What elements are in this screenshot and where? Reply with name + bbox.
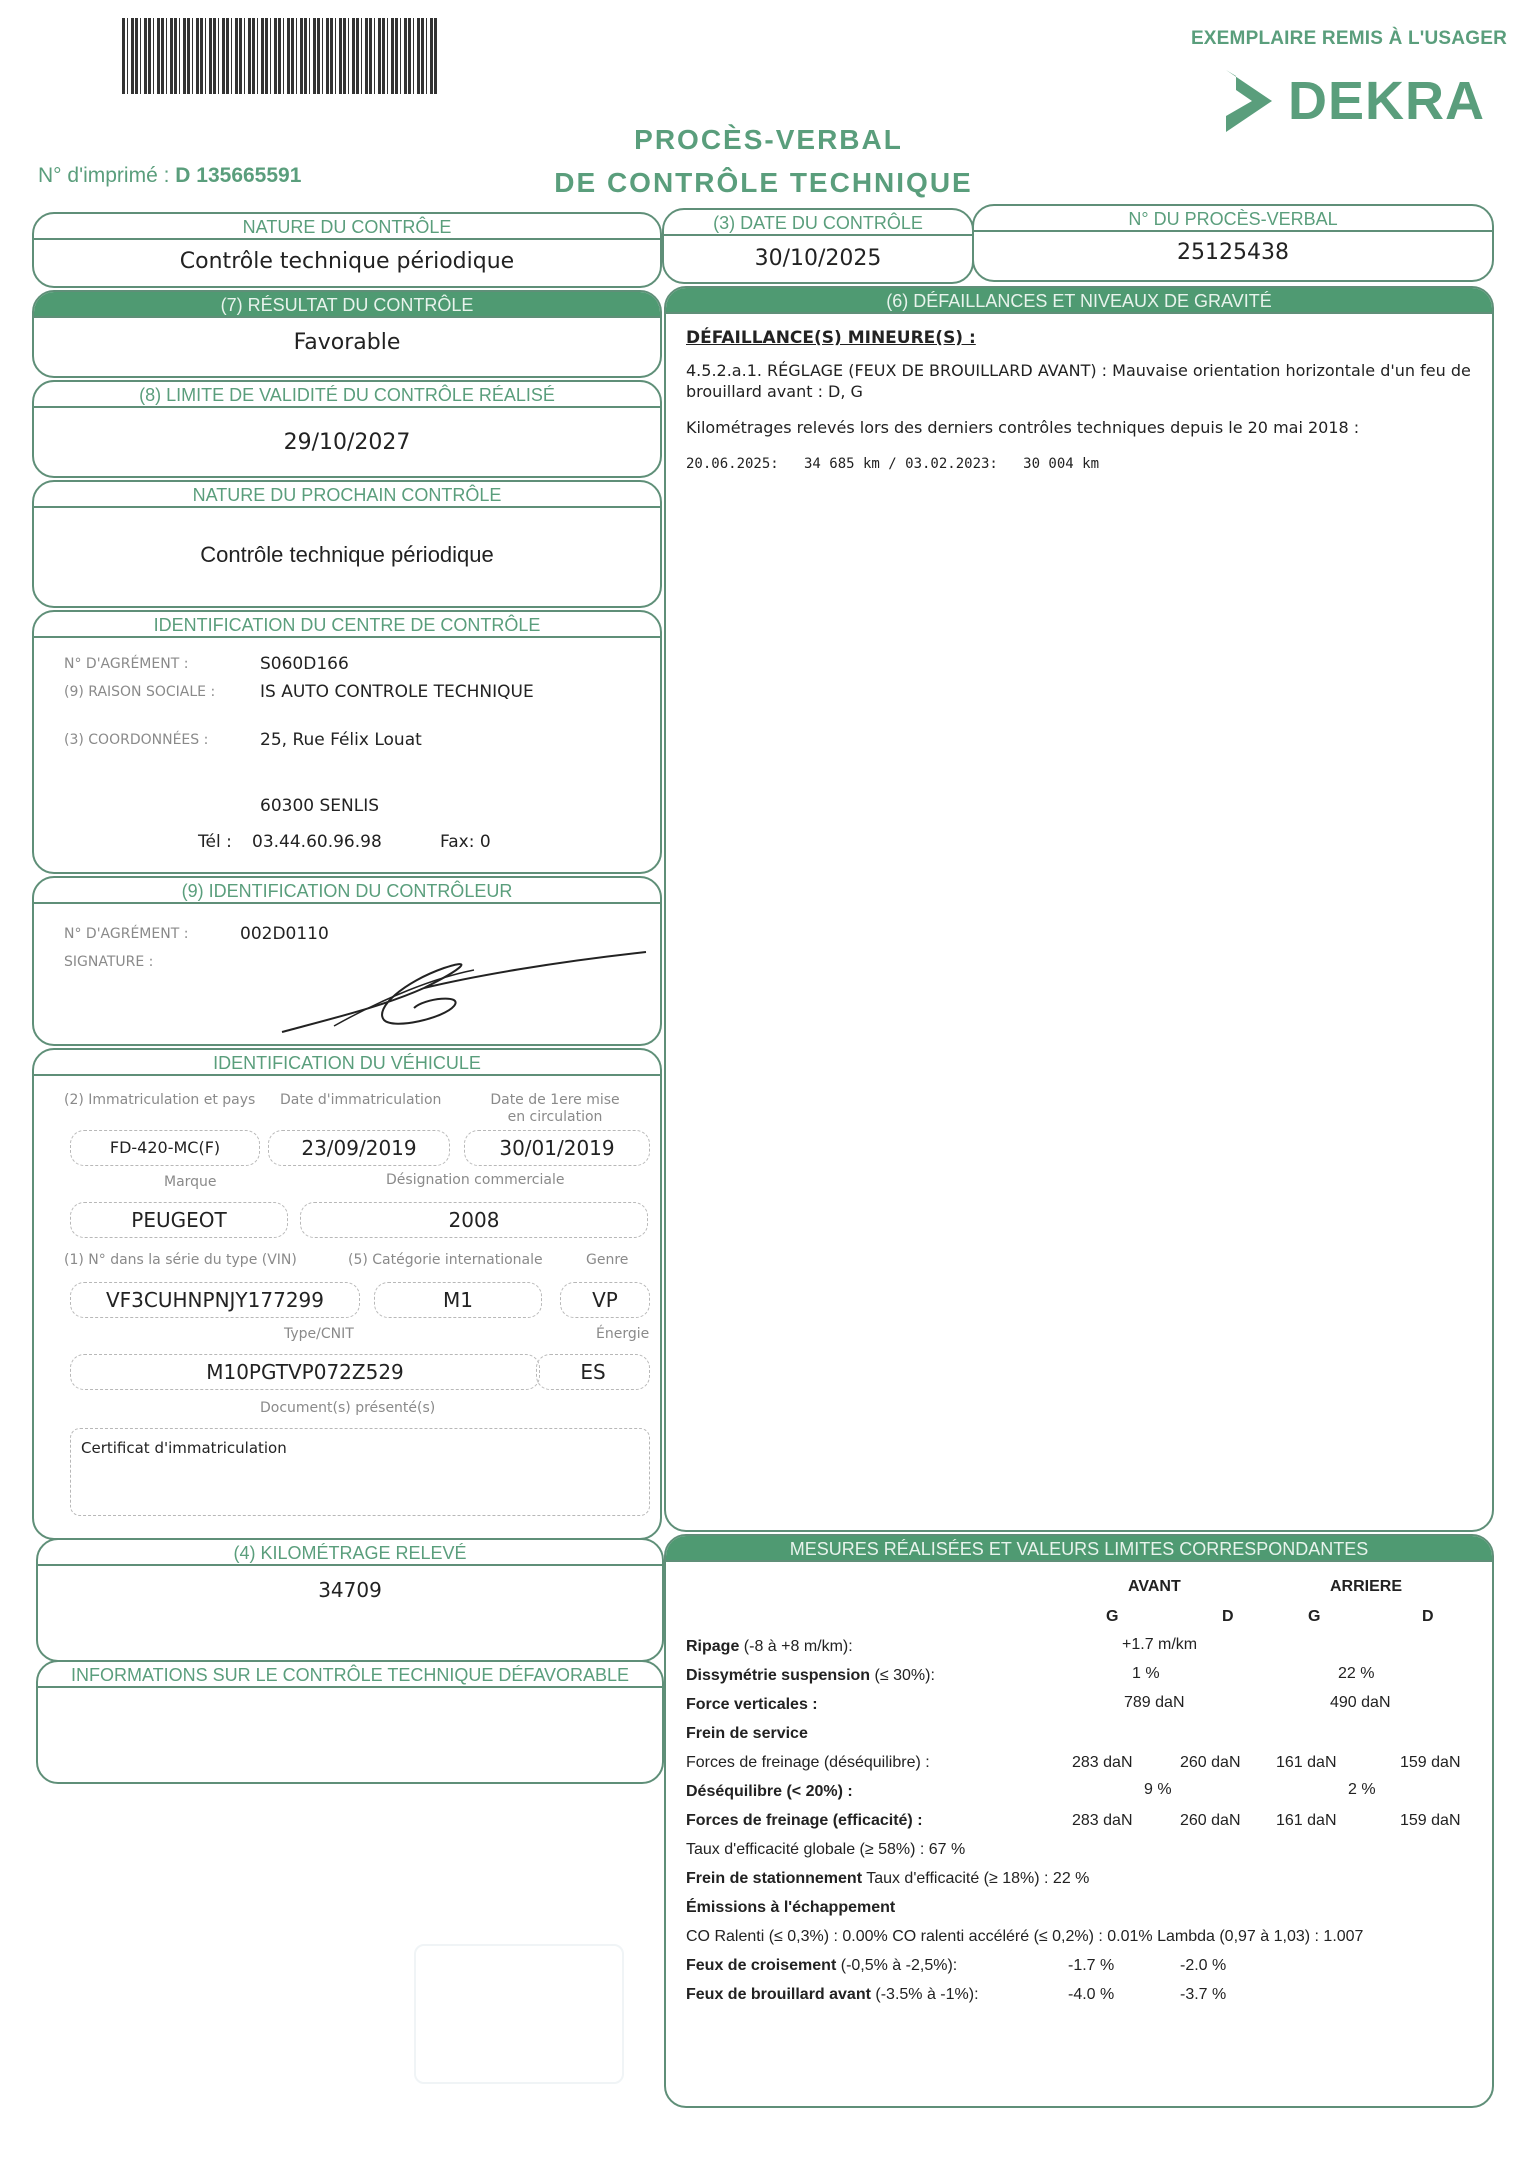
mesures-box: [664, 1534, 1494, 2108]
coordonnees-label: (3) COORDONNÉES :: [64, 732, 209, 748]
date-controle-box: [662, 208, 974, 284]
categorie-value: M1: [374, 1282, 542, 1318]
kilometrage-value: 34709: [318, 1578, 382, 1602]
kilometrage-label: (4) KILOMÉTRAGE RELEVÉ: [38, 1540, 662, 1566]
genre-label: Genre: [586, 1252, 629, 1268]
date-controle-label: (3) DATE DU CONTRÔLE: [664, 210, 972, 236]
resultat-value: Favorable: [293, 330, 401, 355]
prochain-controle-value: Contrôle technique périodique: [200, 542, 494, 567]
documents-value: Certificat d'immatriculation: [70, 1428, 650, 1516]
immat-value: FD-420-MC(F): [70, 1130, 260, 1166]
controleur-box: [32, 876, 662, 1046]
forces-deseq-avg: 283 daN: [1072, 1754, 1133, 1771]
num-pv-label: N° DU PROCÈS-VERBAL: [974, 206, 1492, 232]
avant-g: G: [1106, 1608, 1119, 1625]
vin-value: VF3CUHNPNJY177299: [70, 1282, 360, 1318]
imprime-number: [38, 164, 301, 188]
brouillard-d: -3.7 %: [1180, 1986, 1227, 2003]
arriere-d: D: [1422, 1608, 1434, 1625]
forces-eff-arg: 161 daN: [1276, 1812, 1337, 1829]
ripage-row: Ripage (-8 à +8 m/km):: [686, 1638, 853, 1655]
energie-value: ES: [536, 1354, 650, 1390]
controleur-label: (9) IDENTIFICATION DU CONTRÔLEUR: [34, 878, 660, 904]
stamp-area: [414, 1944, 624, 2084]
controleur-agrement-label: N° D'AGRÉMENT :: [64, 926, 189, 942]
croisement-row: Feux de croisement (-0,5% à -2,5%):: [686, 1957, 958, 1974]
date-circ-label: Date de 1ere mise en circulation: [490, 1092, 620, 1125]
forces-eff-ard: 159 daN: [1400, 1812, 1461, 1829]
limite-validite-value: 29/10/2027: [283, 430, 411, 455]
croisement-d: -2.0 %: [1180, 1957, 1227, 1974]
forces-deseq-label: Forces de freinage (déséquilibre) :: [686, 1754, 930, 1771]
dissym-arriere: 22 %: [1338, 1665, 1375, 1682]
frein-service: Frein de service: [686, 1725, 808, 1742]
defavorable-box: [36, 1660, 664, 1784]
force-vert-avant: 789 daN: [1124, 1694, 1185, 1711]
forces-deseq-avd: 260 daN: [1180, 1754, 1241, 1771]
genre-value: VP: [560, 1282, 650, 1318]
force-vert-row: Force verticales :: [686, 1696, 818, 1713]
tel-label: Tél :: [198, 832, 232, 852]
defavorable-label: INFORMATIONS SUR LE CONTRÔLE TECHNIQUE DÉFAVORABLE: [38, 1662, 662, 1688]
brand-name: DEKRA: [1288, 71, 1486, 131]
forces-eff-avd: 260 daN: [1180, 1812, 1241, 1829]
brouillard-row: Feux de brouillard avant (-3.5% à -1%):: [686, 1986, 979, 2003]
defaillances-box: [664, 286, 1494, 1532]
address-line1: 25, Rue Félix Louat: [260, 730, 422, 750]
limite-validite-box: [32, 380, 662, 478]
imprime-label: N° d'imprimé :: [38, 164, 170, 187]
dissym-row: Dissymétrie suspension (≤ 30%):: [686, 1667, 935, 1684]
km-intro: Kilométrages relevés lors des derniers contrôles techniques depuis le 20 mai 2018 :: [686, 418, 1360, 437]
prochain-controle-box: [32, 480, 662, 608]
resultat-box: [32, 290, 662, 378]
documents-label: Document(s) présenté(s): [260, 1400, 436, 1416]
arriere-g: G: [1308, 1608, 1321, 1625]
kilometrage-box: [36, 1538, 664, 1662]
nature-controle-box: [32, 212, 662, 288]
fax-value: Fax: 0: [440, 832, 491, 852]
type-label: Type/CNIT: [284, 1326, 354, 1342]
vin-label: (1) N° dans la série du type (VIN): [64, 1252, 297, 1268]
type-value: M10PGTVP072Z529: [70, 1354, 540, 1390]
num-pv-value: 25125438: [1177, 240, 1289, 265]
marque-label: Marque: [164, 1174, 217, 1190]
doc-title-line2: DE CONTRÔLE TECHNIQUE: [554, 167, 973, 198]
tel-value: 03.44.60.96.98: [252, 832, 382, 852]
controleur-agrement-value: 002D0110: [240, 924, 329, 944]
centre-agrement-label: N° D'AGRÉMENT :: [64, 656, 189, 672]
force-vert-arriere: 490 daN: [1330, 1694, 1391, 1711]
centre-label: IDENTIFICATION DU CENTRE DE CONTRÔLE: [34, 612, 660, 638]
defaillances-heading: DÉFAILLANCE(S) MINEURE(S) :: [686, 328, 976, 348]
taux-global: Taux d'efficacité globale (≥ 58%) : 67 %: [686, 1841, 966, 1858]
forces-deseq-arg: 161 daN: [1276, 1754, 1337, 1771]
exemplaire-label: EXEMPLAIRE REMIS À L'USAGER: [1190, 28, 1507, 49]
dissym-avant: 1 %: [1132, 1665, 1160, 1682]
nature-controle-value: Contrôle technique périodique: [179, 249, 515, 274]
forces-eff-avg: 283 daN: [1072, 1812, 1133, 1829]
resultat-label: (7) RÉSULTAT DU CONTRÔLE: [34, 292, 660, 318]
emissions-heading: Émissions à l'échappement: [686, 1899, 896, 1916]
address-line2: 60300 SENLIS: [260, 796, 380, 816]
date-immat-value: 23/09/2019: [268, 1130, 450, 1166]
barcode: [122, 18, 438, 94]
defaillance-item: 4.5.2.a.1. RÉGLAGE (FEUX DE BROUILLARD AVANT) : Mauvaise orientation horizontale d'un feu de brouillard avant : D, G: [686, 361, 1471, 401]
vehicule-box: [32, 1048, 662, 1540]
avant-d: D: [1222, 1608, 1234, 1625]
raison-sociale-value: IS AUTO CONTROLE TECHNIQUE: [260, 682, 534, 702]
centre-agrement-value: S060D166: [260, 654, 349, 674]
energie-label: Énergie: [596, 1326, 650, 1342]
designation-value: 2008: [300, 1202, 648, 1238]
avant-header: AVANT: [1128, 1578, 1181, 1595]
deseq-avant: 9 %: [1144, 1781, 1172, 1798]
co-line: CO Ralenti (≤ 0,3%) : 0.00% CO ralenti accéléré (≤ 0,2%) : 0.01% Lambda (0,97 à 1,03) : 1.007: [686, 1928, 1364, 1945]
num-pv-box: [972, 204, 1494, 282]
immat-label: (2) Immatriculation et pays: [64, 1092, 256, 1108]
designation-label: Désignation commerciale: [386, 1172, 565, 1188]
signature-label: SIGNATURE :: [64, 954, 154, 970]
centre-box: [32, 610, 662, 874]
date-circ-value: 30/01/2019: [464, 1130, 650, 1166]
ripage-value: +1.7 m/km: [1122, 1636, 1198, 1653]
brouillard-g: -4.0 %: [1068, 1986, 1115, 2003]
raison-sociale-label: (9) RAISON SOCIALE :: [64, 684, 216, 700]
forces-deseq-ard: 159 daN: [1400, 1754, 1461, 1771]
marque-value: PEUGEOT: [70, 1202, 288, 1238]
prochain-controle-label: NATURE DU PROCHAIN CONTRÔLE: [34, 482, 660, 508]
defaillances-label: (6) DÉFAILLANCES ET NIVEAUX DE GRAVITÉ: [666, 288, 1492, 314]
mesures-label: MESURES RÉALISÉES ET VALEURS LIMITES CORRESPONDANTES: [666, 1536, 1492, 1562]
deseq-arriere: 2 %: [1348, 1781, 1376, 1798]
date-immat-label: Date d'immatriculation: [280, 1092, 442, 1108]
forces-eff-row: Forces de freinage (efficacité) :: [686, 1812, 923, 1829]
arriere-header: ARRIERE: [1330, 1578, 1403, 1595]
doc-title-line1: PROCÈS-VERBAL: [634, 124, 903, 155]
date-controle-value: 30/10/2025: [754, 246, 882, 271]
signature-image: [274, 948, 654, 1038]
vehicule-label: IDENTIFICATION DU VÉHICULE: [34, 1050, 660, 1076]
km-history: 20.06.2025: 34 685 km / 03.02.2023: 30 004 km: [686, 456, 1100, 472]
deseq-row: Déséquilibre (< 20%) :: [686, 1783, 853, 1800]
categorie-label: (5) Catégorie internationale: [348, 1252, 543, 1268]
frein-stationnement-row: Frein de stationnement Taux d'efficacité (≥ 18%) : 22 %: [686, 1870, 1090, 1887]
croisement-g: -1.7 %: [1068, 1957, 1115, 1974]
limite-validite-label: (8) LIMITE DE VALIDITÉ DU CONTRÔLE RÉALISÉ: [34, 382, 660, 408]
nature-controle-label: NATURE DU CONTRÔLE: [34, 214, 660, 240]
imprime-value: D 135665591: [175, 164, 302, 187]
